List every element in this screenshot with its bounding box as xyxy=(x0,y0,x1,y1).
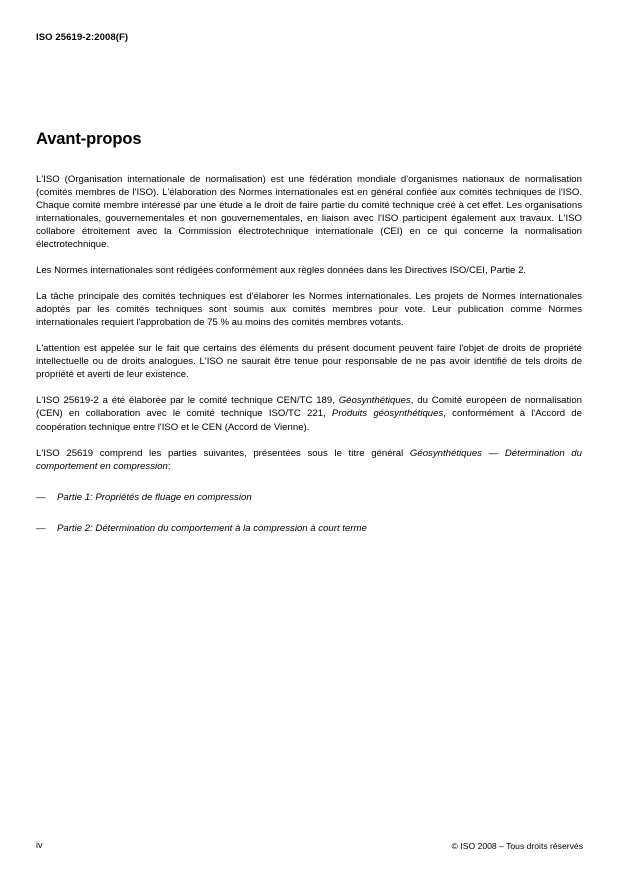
list-item-label: Partie 1: Propriétés de fluage en compression xyxy=(57,491,252,503)
foreword-paragraph-2: Les Normes internationales sont rédigées conformément aux règles données dans les Directives ISO/CEI, Partie 2. xyxy=(36,265,527,277)
list-item xyxy=(36,522,582,535)
paragraph-6-text-segment-1: L'ISO 25619 comprend les parties suivantes, présentées sous le titre général xyxy=(36,447,410,459)
page-number: iv xyxy=(36,840,43,851)
page-content xyxy=(36,130,582,535)
paragraph-5-text-segment-2: , du Comité européen de normalisation (CEN) en collaboration avec le comité technique ISO/TC 221, xyxy=(36,395,582,420)
paragraph-6-text-segment-2: : xyxy=(167,460,171,472)
foreword-paragraph-6 xyxy=(36,447,582,473)
committee-title-cen: Géosynthétiques xyxy=(338,395,411,407)
paragraph-5-text-segment-1: L'ISO 25619-2 a été élaborée par le comité technique CEN/TC 189, xyxy=(36,395,339,407)
general-standard-title: Géosynthétiques — Détermination du comportement en compression xyxy=(36,447,582,472)
section-title: Avant-propos xyxy=(36,130,142,148)
em-dash-bullet-icon: — xyxy=(36,491,46,503)
list-item xyxy=(36,491,582,504)
foreword-paragraph-3: La tâche principale des comités techniques est d'élaborer les Normes internationales. Les projets de Normes internationales adoptés par les comités techniques sont soumis aux comités membres pour vote. Leur publication comme Normes internationales requiert l'approbation de 75 % au moins des comités membres votants. xyxy=(36,291,582,329)
copyright-notice: © ISO 2008 – Tous droits réservés xyxy=(451,840,583,851)
paragraph-5-text-segment-3: , conformément à l'Accord de coopération technique entre l'ISO et le CEN (Accord de Vienne). xyxy=(36,408,582,433)
foreword-paragraph-5 xyxy=(36,394,582,433)
standard-parts-list xyxy=(36,491,582,535)
foreword-paragraph-4: L'attention est appelée sur le fait que certains des éléments du présent document peuvent faire l'objet de droits de propriété intellectuelle ou de droits analogues. L'ISO ne saurait être tenue pour responsable de ne pas avoir identifié de tels droits de propriété et averti de leur existence. xyxy=(36,343,582,381)
committee-title-iso: Produits géosynthétiques xyxy=(331,408,444,420)
em-dash-bullet-icon: — xyxy=(36,522,46,534)
document-footer xyxy=(36,840,583,851)
document-header-reference: ISO 25619-2:2008(F) xyxy=(36,32,129,43)
list-item-label: Partie 2: Détermination du comportement à la compression à court terme xyxy=(57,522,367,534)
foreword-paragraph-1: L'ISO (Organisation internationale de normalisation) est une fédération mondiale d'organismes nationaux de normalisation (comités membres de l'ISO). L'élaboration des Normes internationales est en général confiée aux comités techniques de l'ISO. Chaque comité membre intéressé par une étude a le droit de faire partie du comité technique créé à cet effet. Les organisations internationales, gouvernementales et non gouvernementales, en liaison avec l'ISO participent également aux travaux. L'ISO collabore étroitement avec la Commission électrotechnique internationale (CEI) en ce qui concerne la normalisation électrotechnique. xyxy=(36,173,582,251)
